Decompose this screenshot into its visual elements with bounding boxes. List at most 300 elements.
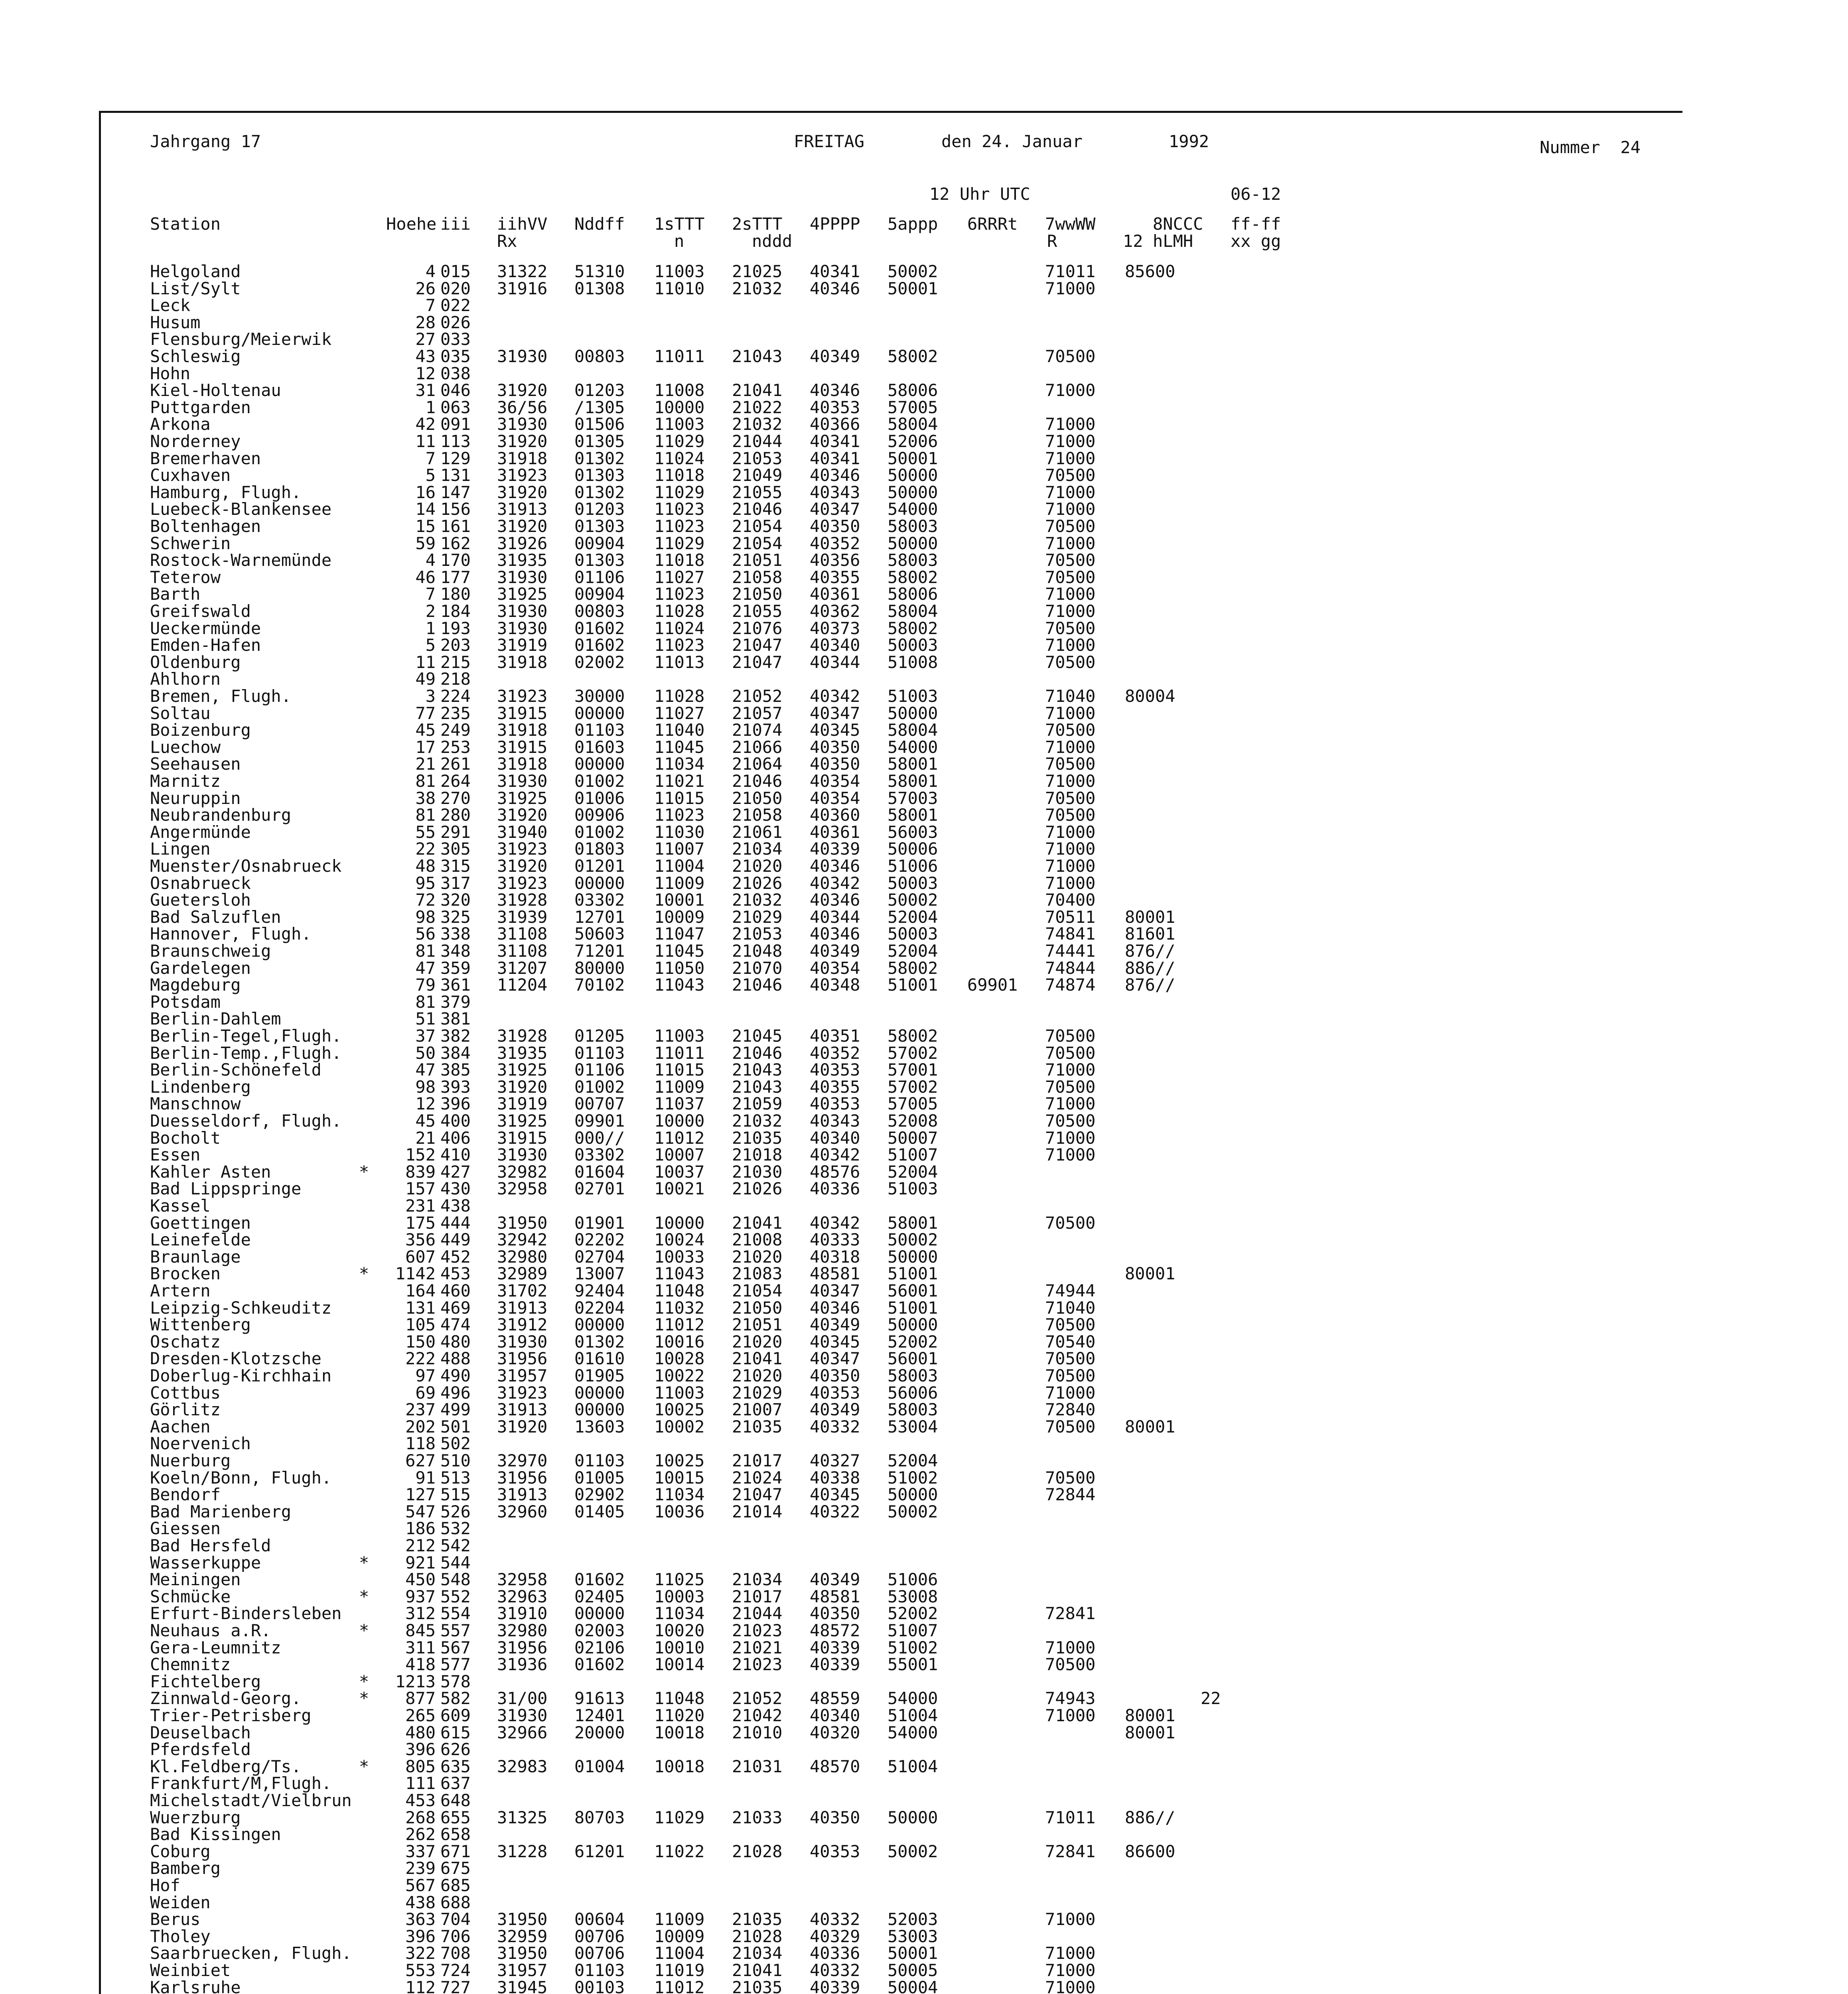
cell-hoehe: 418	[405, 1655, 436, 1675]
cell-ww: 71011	[1045, 262, 1096, 281]
cell-pppp: 40346	[810, 890, 860, 910]
cell-ttt1: 11019	[654, 1961, 705, 1980]
cell-iihvv: 31930	[497, 1332, 548, 1352]
cell-hoehe: 97	[415, 1366, 436, 1385]
cell-ttt2: 21044	[732, 432, 783, 451]
table-row	[0, 1385, 1848, 1402]
cell-ttt1: 11008	[654, 380, 705, 400]
cell-pppp: 40346	[810, 380, 860, 400]
table-row	[0, 1809, 1848, 1827]
cell-appp: 58002	[888, 347, 938, 366]
cell-iihvv: 31923	[497, 839, 548, 859]
cell-hoehe: 157	[405, 1179, 436, 1199]
cell-pppp: 40355	[810, 567, 860, 587]
cell-iii: 046	[440, 380, 471, 400]
cell-station-name: Greifswald	[150, 601, 251, 621]
cell-appp: 51001	[888, 975, 938, 995]
cell-ww: 70400	[1045, 890, 1096, 910]
cell-appp: 53004	[888, 1417, 938, 1436]
cell-hoehe: 51	[415, 1009, 436, 1029]
cell-station-name: Oschatz	[150, 1332, 221, 1352]
table-row	[0, 1028, 1848, 1045]
cell-ww: 70500	[1045, 1077, 1096, 1097]
cell-ttt1: 11043	[654, 1264, 705, 1284]
cell-hoehe: 50	[415, 1043, 436, 1063]
cell-station-name: Kahler Asten	[150, 1162, 271, 1182]
cell-station-name: Wasserkuppe	[150, 1553, 261, 1572]
cell-appp: 53003	[888, 1926, 938, 1946]
cell-ttt1: 10016	[654, 1332, 705, 1352]
cell-iihvv: 31919	[497, 1094, 548, 1114]
cell-pppp: 40332	[810, 1961, 860, 1980]
cell-nddff: 01405	[574, 1501, 625, 1521]
cell-station-name: Guetersloh	[150, 890, 251, 910]
cell-station-name: Soltau	[150, 703, 211, 723]
table-row	[0, 1928, 1848, 1945]
cell-ttt2: 21050	[732, 584, 783, 604]
cell-station-name: Bad Hersfeld	[150, 1536, 271, 1555]
cell-nddff: 01302	[574, 448, 625, 468]
cell-nddff: 03302	[574, 890, 625, 910]
cell-pppp: 48581	[810, 1264, 860, 1284]
cell-station-name: Brocken	[150, 1264, 221, 1284]
table-row	[0, 314, 1848, 331]
cell-ttt2: 21020	[732, 856, 783, 876]
cell-iii: 567	[440, 1637, 471, 1657]
cell-ttt2: 21041	[732, 380, 783, 400]
cell-station-name: Hof	[150, 1876, 180, 1895]
cell-ww: 71000	[1045, 1943, 1096, 1963]
cell-iihvv: 31950	[497, 1909, 548, 1929]
cell-iii: 320	[440, 890, 471, 910]
cell-station-name: Kassel	[150, 1196, 211, 1216]
cell-ttt2: 21048	[732, 941, 783, 961]
cell-iihvv: 31920	[497, 856, 548, 876]
cell-nddff: 01002	[574, 771, 625, 791]
cell-station-name: Meiningen	[150, 1570, 241, 1590]
cell-pppp: 40348	[810, 975, 860, 995]
cell-nddff: 12401	[574, 1706, 625, 1725]
cell-ww: 74943	[1045, 1689, 1096, 1708]
cell-iihvv: 31930	[497, 1706, 548, 1725]
cell-appp: 58003	[888, 1400, 938, 1420]
cell-ttt2: 21054	[732, 533, 783, 553]
cell-ww: 71000	[1045, 771, 1096, 791]
cell-station-name: Nuerburg	[150, 1451, 231, 1470]
table-row	[0, 1316, 1848, 1334]
cell-hoehe: 396	[405, 1740, 436, 1760]
cell-iihvv: 31950	[497, 1943, 548, 1963]
cell-station-name: Doberlug-Kirchhain	[150, 1366, 332, 1385]
cell-pppp: 40353	[810, 397, 860, 417]
cell-pppp: 48572	[810, 1621, 860, 1640]
cell-appp: 56003	[888, 822, 938, 842]
cell-ttt1: 11004	[654, 1943, 705, 1963]
cell-iihvv: 31923	[497, 465, 548, 485]
cell-ttt1: 11023	[654, 805, 705, 825]
cell-appp: 54000	[888, 1689, 938, 1708]
cell-iii: 291	[440, 822, 471, 842]
table-row	[0, 824, 1848, 841]
cell-appp: 58001	[888, 771, 938, 791]
cell-iihvv: 32970	[497, 1451, 548, 1470]
cell-ttt1: 11030	[654, 822, 705, 842]
cell-pppp: 40350	[810, 516, 860, 536]
cell-appp: 58001	[888, 754, 938, 774]
cell-nddff: 02202	[574, 1230, 625, 1250]
cell-hoehe: 49	[415, 669, 436, 689]
cell-pppp: 40327	[810, 1451, 860, 1470]
cell-ttt1: 11043	[654, 975, 705, 995]
cell-ww: 71000	[1045, 482, 1096, 502]
cell-nddff: 01002	[574, 822, 625, 842]
cell-iihvv: 31915	[497, 737, 548, 757]
cell-ttt1: 11015	[654, 1060, 705, 1080]
cell-iii: 501	[440, 1417, 471, 1436]
cell-hoehe: 937	[405, 1586, 436, 1606]
cell-appp: 51002	[888, 1468, 938, 1488]
table-row	[0, 722, 1848, 739]
cell-iii: 180	[440, 584, 471, 604]
cell-station-name: Bamberg	[150, 1858, 221, 1878]
cell-appp: 50003	[888, 873, 938, 893]
cell-ww: 70500	[1045, 550, 1096, 570]
cell-pppp: 40352	[810, 1043, 860, 1063]
cell-pppp: 40346	[810, 1298, 860, 1318]
cell-station-name: Ahlhorn	[150, 669, 221, 689]
cell-iihvv: 32966	[497, 1722, 548, 1742]
cell-pppp: 40356	[810, 550, 860, 570]
cell-ttt1: 11029	[654, 482, 705, 502]
cell-pppp: 40346	[810, 856, 860, 876]
cell-iihvv: 32958	[497, 1179, 548, 1199]
cell-pppp: 40340	[810, 1128, 860, 1148]
table-row	[0, 603, 1848, 620]
cell-hoehe: 164	[405, 1281, 436, 1300]
cell-iii: 510	[440, 1451, 471, 1470]
cell-station-name: Magdeburg	[150, 975, 241, 995]
cell-station-name: Dresden-Klotzsche	[150, 1349, 321, 1369]
cell-hoehe: 81	[415, 941, 436, 961]
cell-iihvv: 31910	[497, 1604, 548, 1624]
cell-iii: 315	[440, 856, 471, 876]
cell-nddff: 01905	[574, 1366, 625, 1385]
cell-ttt1: 11015	[654, 788, 705, 808]
cell-ttt2: 21030	[732, 1162, 783, 1182]
cell-pppp: 40322	[810, 1501, 860, 1521]
cell-iii: 177	[440, 567, 471, 587]
col-ttt2: 2sTTT	[732, 214, 783, 234]
cell-hoehe: 11	[415, 432, 436, 451]
table-row	[0, 654, 1848, 671]
cell-iii: 637	[440, 1773, 471, 1793]
cell-hoehe: 567	[405, 1876, 436, 1895]
cell-ttt2: 21052	[732, 686, 783, 706]
cell-pppp: 40373	[810, 618, 860, 638]
cell-pppp: 40329	[810, 1926, 860, 1946]
cell-ttt2: 21050	[732, 1298, 783, 1318]
cell-ttt1: 11012	[654, 1128, 705, 1148]
cell-iihvv: 31940	[497, 822, 548, 842]
cell-ttt2: 21023	[732, 1621, 783, 1640]
table-row	[0, 790, 1848, 807]
cell-ttt2: 21029	[732, 907, 783, 927]
cell-ww: 70500	[1045, 1468, 1096, 1488]
cell-appp: 50004	[888, 1977, 938, 1994]
cell-pppp: 40343	[810, 1111, 860, 1131]
cell-nddff: 00904	[574, 533, 625, 553]
cell-hoehe: 322	[405, 1943, 436, 1963]
cell-ttt2: 21028	[732, 1841, 783, 1861]
cell-hoehe: 16	[415, 482, 436, 502]
cell-hoehe: 237	[405, 1400, 436, 1420]
cell-iii: 203	[440, 635, 471, 655]
cell-hoehe: 356	[405, 1230, 436, 1250]
table-row	[0, 1045, 1848, 1062]
cell-pppp: 40342	[810, 1213, 860, 1233]
cell-iii: 249	[440, 720, 471, 740]
cell-iii: 253	[440, 737, 471, 757]
cell-hoehe: 175	[405, 1213, 436, 1233]
cell-hoehe: 262	[405, 1825, 436, 1844]
cell-iii: 557	[440, 1621, 471, 1640]
cell-station-name: Lingen	[150, 839, 211, 859]
cell-station-name: List/Sylt	[150, 278, 241, 298]
cell-iii: 280	[440, 805, 471, 825]
cell-pppp: 40346	[810, 278, 860, 298]
cell-hoehe: 45	[415, 1111, 436, 1131]
cell-nddff: 01305	[574, 432, 625, 451]
cell-hoehe: 311	[405, 1637, 436, 1657]
cell-ttt1: 11027	[654, 567, 705, 587]
cell-nddff: 00000	[574, 873, 625, 893]
cell-hoehe: 111	[405, 1773, 436, 1793]
cell-nddff: 01602	[574, 618, 625, 638]
cell-iii: 218	[440, 669, 471, 689]
cell-appp: 58002	[888, 958, 938, 978]
cell-ncc: 81601	[1125, 924, 1175, 944]
cell-hoehe: 47	[415, 1060, 436, 1080]
cell-iihvv: 31913	[497, 1298, 548, 1318]
cell-station-name: Bremen, Flugh.	[150, 686, 292, 706]
cell-hoehe: 17	[415, 737, 436, 757]
cell-ww: 70500	[1045, 465, 1096, 485]
cell-ttt2: 21045	[732, 1026, 783, 1046]
cell-ttt1: 11023	[654, 584, 705, 604]
cell-ttt2: 21050	[732, 788, 783, 808]
cell-station-name: Bad Kissingen	[150, 1825, 281, 1844]
cell-iii: 406	[440, 1128, 471, 1148]
cell-iihvv: 31930	[497, 414, 548, 434]
cell-station-name: Berlin-Schönefeld	[150, 1060, 321, 1080]
cell-iii: 184	[440, 601, 471, 621]
cell-station-name: Braunlage	[150, 1247, 241, 1267]
cell-station-name: Kl.Feldberg/Ts.	[150, 1756, 302, 1776]
cell-ttt2: 21049	[732, 465, 783, 485]
cell-pppp: 40332	[810, 1909, 860, 1929]
cell-iihvv: 31925	[497, 788, 548, 808]
cell-appp: 50000	[888, 1315, 938, 1335]
table-row	[0, 1113, 1848, 1130]
cell-station-name: Tholey	[150, 1926, 211, 1946]
cell-pppp: 40346	[810, 924, 860, 944]
cell-hoehe: 26	[415, 278, 436, 298]
col-pppp: 4PPPP	[810, 214, 860, 234]
cell-iihvv: 31945	[497, 1977, 548, 1994]
cell-iihvv: 31930	[497, 618, 548, 638]
cell-iihvv: 31956	[497, 1468, 548, 1488]
cell-ttt1: 11024	[654, 618, 705, 638]
cell-ttt1: 11032	[654, 1298, 705, 1318]
table-row	[0, 1673, 1848, 1691]
cell-iii: 548	[440, 1570, 471, 1590]
cell-iii: 317	[440, 873, 471, 893]
cell-nddff: 02405	[574, 1586, 625, 1606]
cell-hoehe: 239	[405, 1858, 436, 1878]
cell-appp: 50003	[888, 924, 938, 944]
cell-station-name: Trier-Petrisberg	[150, 1706, 312, 1725]
cell-iihvv: 32963	[497, 1586, 548, 1606]
cell-station-name: Angermünde	[150, 822, 251, 842]
cell-appp: 58003	[888, 1366, 938, 1385]
cell-station-name: Bendorf	[150, 1485, 221, 1505]
cell-ttt2: 21026	[732, 1179, 783, 1199]
table-row	[0, 671, 1848, 688]
cell-hoehe: 69	[415, 1383, 436, 1403]
cell-pppp: 40341	[810, 432, 860, 451]
cell-ttt1: 11018	[654, 550, 705, 570]
cell-iii: 325	[440, 907, 471, 927]
cell-ww: 70500	[1045, 1213, 1096, 1233]
cell-appp: 58006	[888, 380, 938, 400]
cell-ttt2: 21064	[732, 754, 783, 774]
observation-period: 06-12	[1231, 184, 1281, 204]
cell-ww: 72841	[1045, 1604, 1096, 1624]
cell-iihvv: 31325	[497, 1807, 548, 1827]
cell-iihvv: 31935	[497, 550, 548, 570]
cell-hoehe: 81	[415, 771, 436, 791]
table-row	[0, 1945, 1848, 1962]
cell-ww: 71000	[1045, 873, 1096, 893]
cell-hoehe: 627	[405, 1451, 436, 1470]
cell-ttt1: 11018	[654, 465, 705, 485]
cell-pppp: 40352	[810, 533, 860, 553]
cell-ttt1: 11034	[654, 1485, 705, 1505]
cell-iii: 147	[440, 482, 471, 502]
cell-station-name: Weiden	[150, 1892, 211, 1912]
cell-nddff: 01103	[574, 720, 625, 740]
cell-iii: 635	[440, 1756, 471, 1776]
cell-pppp: 40366	[810, 414, 860, 434]
table-row	[0, 705, 1848, 722]
cell-station-name: Saarbruecken, Flugh.	[150, 1943, 352, 1963]
cell-appp: 50000	[888, 482, 938, 502]
cell-mountain-marker: *	[359, 1756, 369, 1776]
cell-ttt1: 10018	[654, 1722, 705, 1742]
cell-appp: 50000	[888, 1247, 938, 1267]
cell-pppp: 40345	[810, 1485, 860, 1505]
cell-ttt1: 11009	[654, 873, 705, 893]
cell-ttt1: 11048	[654, 1281, 705, 1300]
cell-iii: 499	[440, 1400, 471, 1420]
observation-time: 12 Uhr UTC	[929, 184, 1030, 204]
cell-iii: 131	[440, 465, 471, 485]
cell-ttt1: 11023	[654, 516, 705, 536]
cell-iii: 170	[440, 550, 471, 570]
cell-station-name: Duesseldorf, Flugh.	[150, 1111, 342, 1131]
cell-ttt2: 21035	[732, 1128, 783, 1148]
cell-pppp: 40318	[810, 1247, 860, 1267]
cell-nddff: 00904	[574, 584, 625, 604]
cell-iihvv: 31918	[497, 720, 548, 740]
cell-hoehe: 31	[415, 380, 436, 400]
cell-hoehe: 28	[415, 312, 436, 332]
cell-ncc: 80001	[1125, 1417, 1175, 1436]
cell-mountain-marker: *	[359, 1586, 369, 1606]
cell-ttt1: 11003	[654, 1383, 705, 1403]
cell-iihvv: 32980	[497, 1247, 548, 1267]
cell-iihvv: 31950	[497, 1213, 548, 1233]
col-ncc: 8NCCC	[1153, 214, 1203, 234]
cell-nddff: 00000	[574, 1604, 625, 1624]
cell-hoehe: 186	[405, 1519, 436, 1539]
cell-ttt2: 21031	[732, 1756, 783, 1776]
cell-hoehe: 312	[405, 1604, 436, 1624]
cell-hoehe: 118	[405, 1434, 436, 1454]
cell-hoehe: 363	[405, 1909, 436, 1929]
cell-ncc: 80001	[1125, 907, 1175, 927]
cell-station-name: Essen	[150, 1145, 201, 1165]
table-row	[0, 1470, 1848, 1487]
cell-ncc: 80004	[1125, 686, 1175, 706]
cell-hoehe: 98	[415, 1077, 436, 1097]
cell-appp: 54000	[888, 499, 938, 519]
cell-ttt2: 21041	[732, 1213, 783, 1233]
cell-nddff: 00706	[574, 1926, 625, 1946]
cell-appp: 50000	[888, 1807, 938, 1827]
cell-ww: 71000	[1045, 839, 1096, 859]
cell-appp: 50006	[888, 839, 938, 859]
cell-iii: 261	[440, 754, 471, 774]
cell-hoehe: 38	[415, 788, 436, 808]
cell-iii: 577	[440, 1655, 471, 1675]
cell-iii: 704	[440, 1909, 471, 1929]
cell-nddff: 01103	[574, 1961, 625, 1980]
cell-ncc: 886//	[1125, 958, 1175, 978]
cell-iihvv: 31923	[497, 1383, 548, 1403]
cell-ttt2: 21017	[732, 1451, 783, 1470]
table-row	[0, 1656, 1848, 1673]
cell-iihvv: 31912	[497, 1315, 548, 1335]
cell-ttt2: 21046	[732, 975, 783, 995]
cell-ww: 72841	[1045, 1841, 1096, 1861]
cell-ttt1: 11020	[654, 1706, 705, 1725]
cell-station-name: Luechow	[150, 737, 221, 757]
cell-ttt1: 10037	[654, 1162, 705, 1182]
cell-iii: 129	[440, 448, 471, 468]
table-row	[0, 807, 1848, 824]
cell-iii: 264	[440, 771, 471, 791]
table-row	[0, 1741, 1848, 1758]
cell-hoehe: 45	[415, 720, 436, 740]
cell-appp: 50002	[888, 1841, 938, 1861]
cell-nddff: 13007	[574, 1264, 625, 1284]
cell-iii: 427	[440, 1162, 471, 1182]
cell-pppp: 40333	[810, 1230, 860, 1250]
cell-ncc: 80001	[1125, 1706, 1175, 1725]
cell-pppp: 40355	[810, 1077, 860, 1097]
cell-appp: 50002	[888, 1501, 938, 1521]
